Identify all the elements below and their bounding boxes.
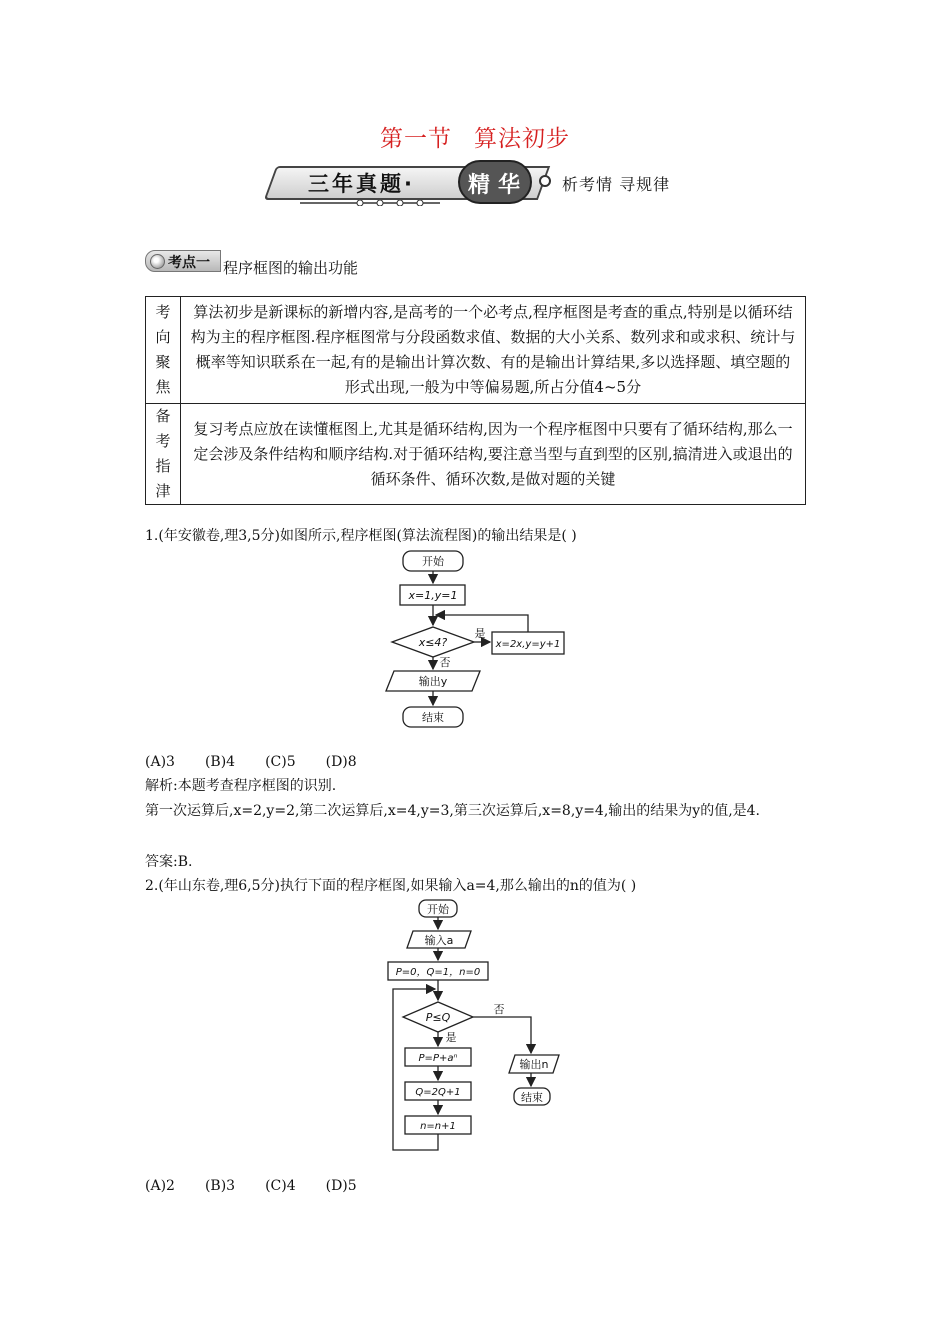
table-row (146, 297, 806, 404)
q1-flowchart (380, 545, 580, 735)
q1-yes-label: 是 (474, 627, 486, 640)
banner-bullet-icon (538, 174, 552, 188)
topic-tag (145, 250, 221, 272)
q1-end-label: 结束 (422, 711, 444, 724)
q1-body-label: x=2x,y=y+1 (495, 639, 561, 650)
q1-init-label: x=1,y=1 (408, 589, 458, 602)
section-name: 算法初步 (474, 126, 570, 152)
banner (270, 160, 690, 208)
q2-yes-label: 是 (445, 1031, 457, 1044)
head-char: 指 (155, 457, 171, 475)
head-char: 考 (155, 303, 171, 321)
head-char: 考 (155, 432, 171, 450)
q2-flowchart (385, 896, 575, 1158)
option: (D)8 (325, 754, 357, 770)
topic-title: 程序框图的输出功能 (223, 259, 359, 277)
q2-options (145, 1176, 810, 1197)
banner-subtitle: 析考情 寻规律 (562, 175, 671, 194)
option: (C)5 (265, 754, 296, 770)
q1-start-label: 开始 (422, 555, 444, 568)
q2-step3-label: n=n+1 (420, 1121, 456, 1132)
q2-start-label: 开始 (427, 903, 449, 916)
table-row (146, 404, 806, 505)
q1-options (145, 752, 810, 773)
section-title (0, 120, 950, 153)
q1-no-label: 否 (439, 656, 451, 669)
q2-end-label: 结束 (521, 1091, 543, 1104)
option: (B)3 (204, 1178, 236, 1194)
q1-analysis: 解析:本题考查程序框图的识别. (145, 778, 337, 794)
banner-dots (300, 200, 440, 206)
table-body-cell: 算法初步是新课标的新增内容,是高考的一个必考点,程序框图是考查的重点,特别是以循环结构为主的程序框图.程序框图常与分段函数求值、数据的大小关系、数列求和或求积、统计与概率等知识联系在一起,有的是输出计算次数、有的是输出计算结果,多以选择题、填空题的形式出现,一般为中等偏易题,所占分值4~5分 (181, 297, 806, 404)
exam-focus-table (145, 296, 806, 505)
banner-main-text: 三年真题· (308, 172, 415, 196)
option: (A)3 (145, 754, 175, 770)
option: (C)4 (265, 1178, 296, 1194)
option: (D)5 (325, 1178, 357, 1194)
q2-step1-label: P=P+aⁿ (418, 1053, 458, 1064)
q2-stem: 2.(年山东卷,理6,5分)执行下面的程序框图,如果输入a=4,那么输出的n的值为( ) (145, 878, 637, 894)
q2-init-label: P=0，Q=1，n=0 (395, 967, 481, 978)
option: (A)2 (145, 1178, 175, 1194)
q1-stem: 1.(年安徽卷,理3,5分)如图所示,程序框图(算法流程图)的输出结果是( ) (145, 528, 577, 544)
section-number: 第一节 (380, 126, 452, 152)
banner-badge (458, 160, 532, 204)
bullet-icon (150, 254, 165, 269)
q2-step2-label: Q=2Q+1 (415, 1087, 461, 1098)
q2-no-label: 否 (493, 1003, 505, 1016)
table-head-cell (146, 297, 181, 404)
head-char: 备 (155, 407, 171, 425)
q2-output-label: 输出n (519, 1058, 549, 1071)
head-char: 向 (155, 328, 171, 346)
head-char: 津 (155, 482, 171, 500)
head-char: 焦 (155, 378, 171, 396)
banner-badge-char-2: 华 (498, 173, 521, 198)
table-head-cell (146, 404, 181, 505)
q1-cond-label: x≤4? (418, 636, 448, 649)
banner-badge-char-1: 精 (468, 173, 491, 198)
q2-input-label: 输入a (424, 934, 454, 947)
table-body-cell: 复习考点应放在读懂框图上,尤其是循环结构,因为一个程序框图中只要有了循环结构,那么一定会涉及条件结构和顺序结构.对于循环结构,要注意当型与直到型的区别,搞清进入或退出的循环条件、循环次数,是做对题的关键 (181, 404, 806, 505)
q1-answer: 答案:B. (145, 854, 193, 870)
option: (B)4 (204, 754, 236, 770)
q1-detail: 第一次运算后,x=2,y=2,第二次运算后,x=4,y=3,第三次运算后,x=8,y=4,输出的结果为y的值,是4. (145, 803, 761, 819)
q2-cond-label: P≤Q (425, 1011, 451, 1024)
head-char: 聚 (155, 353, 171, 371)
q1-output-label: 输出y (418, 675, 448, 688)
topic-tag-label: 考点一 (168, 255, 210, 271)
